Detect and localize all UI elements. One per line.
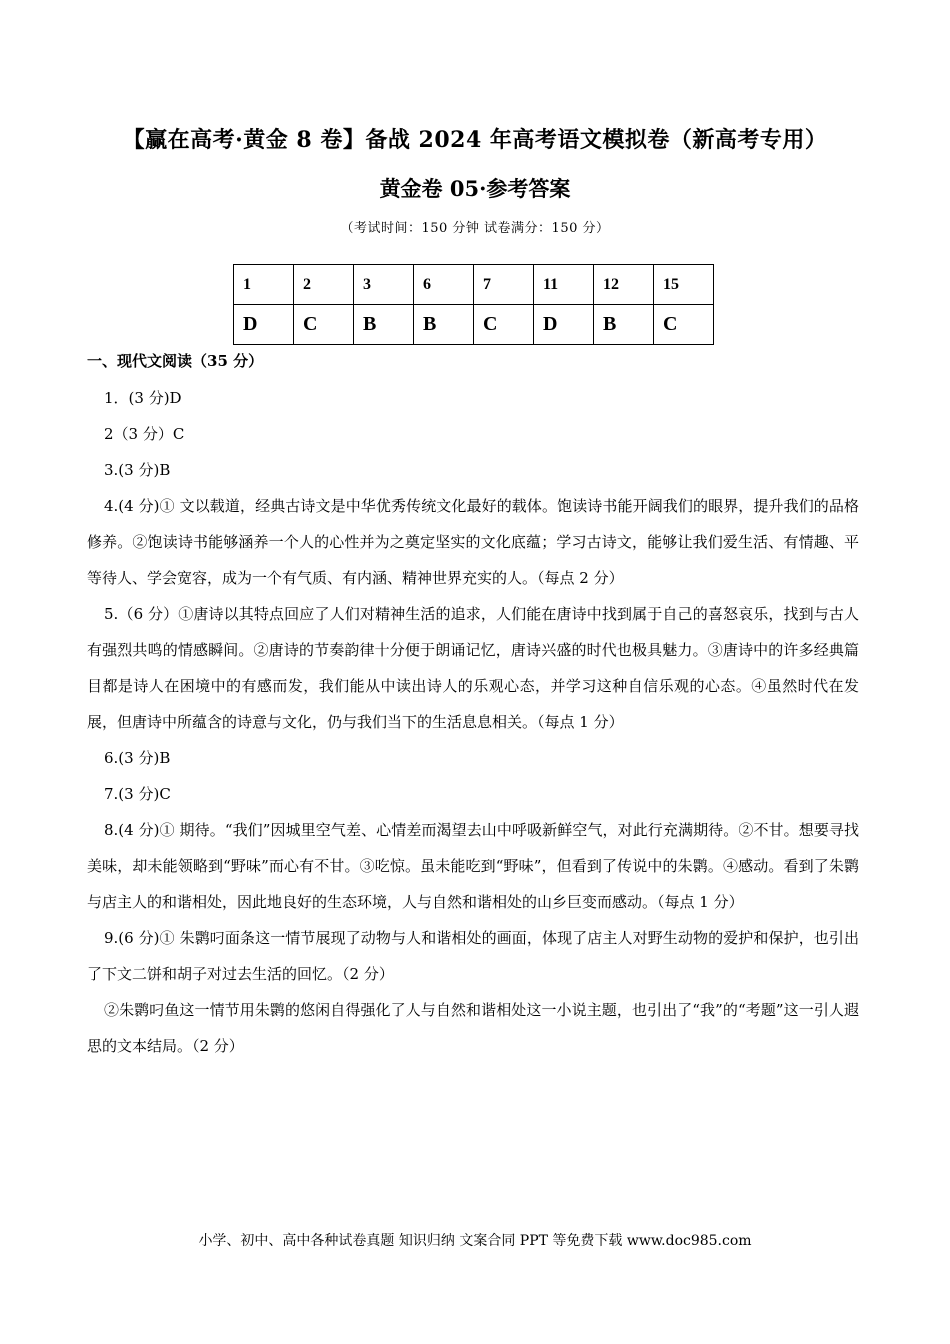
question-number-cell: 7: [474, 265, 534, 305]
answer-paragraph-2: 2（3 分）C: [104, 425, 185, 443]
answer-paragraph-7: 7.(3 分)C: [104, 785, 171, 803]
answer-paragraph-6: 6.(3 分)B: [104, 749, 171, 767]
exam-meta: （考试时间：150 分钟 试卷满分：150 分）: [340, 221, 610, 236]
answer-paragraph-4: 4.(4 分)① 文以载道，经典古诗文是中华优秀传统文化最好的载体。饱读诗书能开阔我们的眼界，提升我们的品格修养。②饱读诗书能够涵养一个人的心性并为之奠定坚实的文化底蕴；学习古诗文，能够让我们爱生活、有情趣、平等待人、学会宽容，成为一个有气质、有内涵、精神世界充实的人。（每点 2 分）: [87, 497, 859, 587]
question-number-cell: 2: [294, 265, 354, 305]
answer-paragraph-3: 3.(3 分)B: [104, 461, 171, 479]
answer-content: [87, 380, 859, 1064]
answer-cell: D: [234, 305, 294, 345]
document-title: 【赢在高考·黄金 8 卷】备战 2024 年高考语文模拟卷（新高考专用）: [122, 127, 828, 153]
page-footer: 小学、初中、高中各种试卷真题 知识归纳 文案合同 PPT 等免费下载 www.doc985.com: [198, 1233, 752, 1249]
answer-paragraph-9: 9.(6 分)① 朱鹮叼面条这一情节展现了动物与人和谐相处的画面，体现了店主人对野生动物的爱护和保护，也引出了下文二饼和胡子对过去生活的回忆。（2 分）: [87, 929, 859, 983]
question-number-cell: 12: [594, 265, 654, 305]
answer-table: [233, 264, 714, 345]
answer-cell: B: [594, 305, 654, 345]
answer-row: [234, 305, 714, 345]
section-heading: 一、现代文阅读（35 分）: [87, 352, 264, 370]
question-number-cell: 1: [234, 265, 294, 305]
answer-cell: B: [414, 305, 474, 345]
answer-cell: B: [354, 305, 414, 345]
answer-paragraph-1: 1．(3 分)D: [104, 389, 182, 407]
answer-paragraph-8: 8.(4 分)① 期待。“我们”因城里空气差、心情差而渴望去山中呼吸新鲜空气，对此行充满期待。②不甘。想要寻找美味，却未能领略到“野味”而心有不甘。③吃惊。虽未能吃到“野味”，但看到了传说中的朱鹮。④感动。看到了朱鹮与店主人的和谐相处，因此地良好的生态环境，人与自然和谐相处的山乡巨变而感动。（每点 1 分）: [87, 821, 859, 911]
answer-cell: C: [654, 305, 714, 345]
document-subtitle: 黄金卷 05·参考答案: [379, 176, 571, 201]
question-number-cell: 15: [654, 265, 714, 305]
question-number-cell: 6: [414, 265, 474, 305]
answer-cell: C: [474, 305, 534, 345]
answer-paragraph-9b: ②朱鹮叼鱼这一情节用朱鹮的悠闲自得强化了人与自然和谐相处这一小说主题，也引出了“我”的“考题”这一引人遐思的文本结局。（2 分）: [87, 1001, 859, 1055]
question-number-cell: 11: [534, 265, 594, 305]
answer-cell: C: [294, 305, 354, 345]
question-number-row: [234, 265, 714, 305]
question-number-cell: 3: [354, 265, 414, 305]
answer-paragraph-5: 5.（6 分）①唐诗以其特点回应了人们对精神生活的追求，人们能在唐诗中找到属于自己的喜怒哀乐，找到与古人有强烈共鸣的情感瞬间。②唐诗的节奏韵律十分便于朗诵记忆，唐诗兴盛的时代也极具魅力。③唐诗中的许多经典篇目都是诗人在困境中的有感而发，我们能从中读出诗人的乐观心态，并学习这种自信乐观的心态。④虽然时代在发展，但唐诗中所蕴含的诗意与文化，仍与我们当下的生活息息相关。（每点 1 分）: [87, 605, 859, 731]
answer-cell: D: [534, 305, 594, 345]
